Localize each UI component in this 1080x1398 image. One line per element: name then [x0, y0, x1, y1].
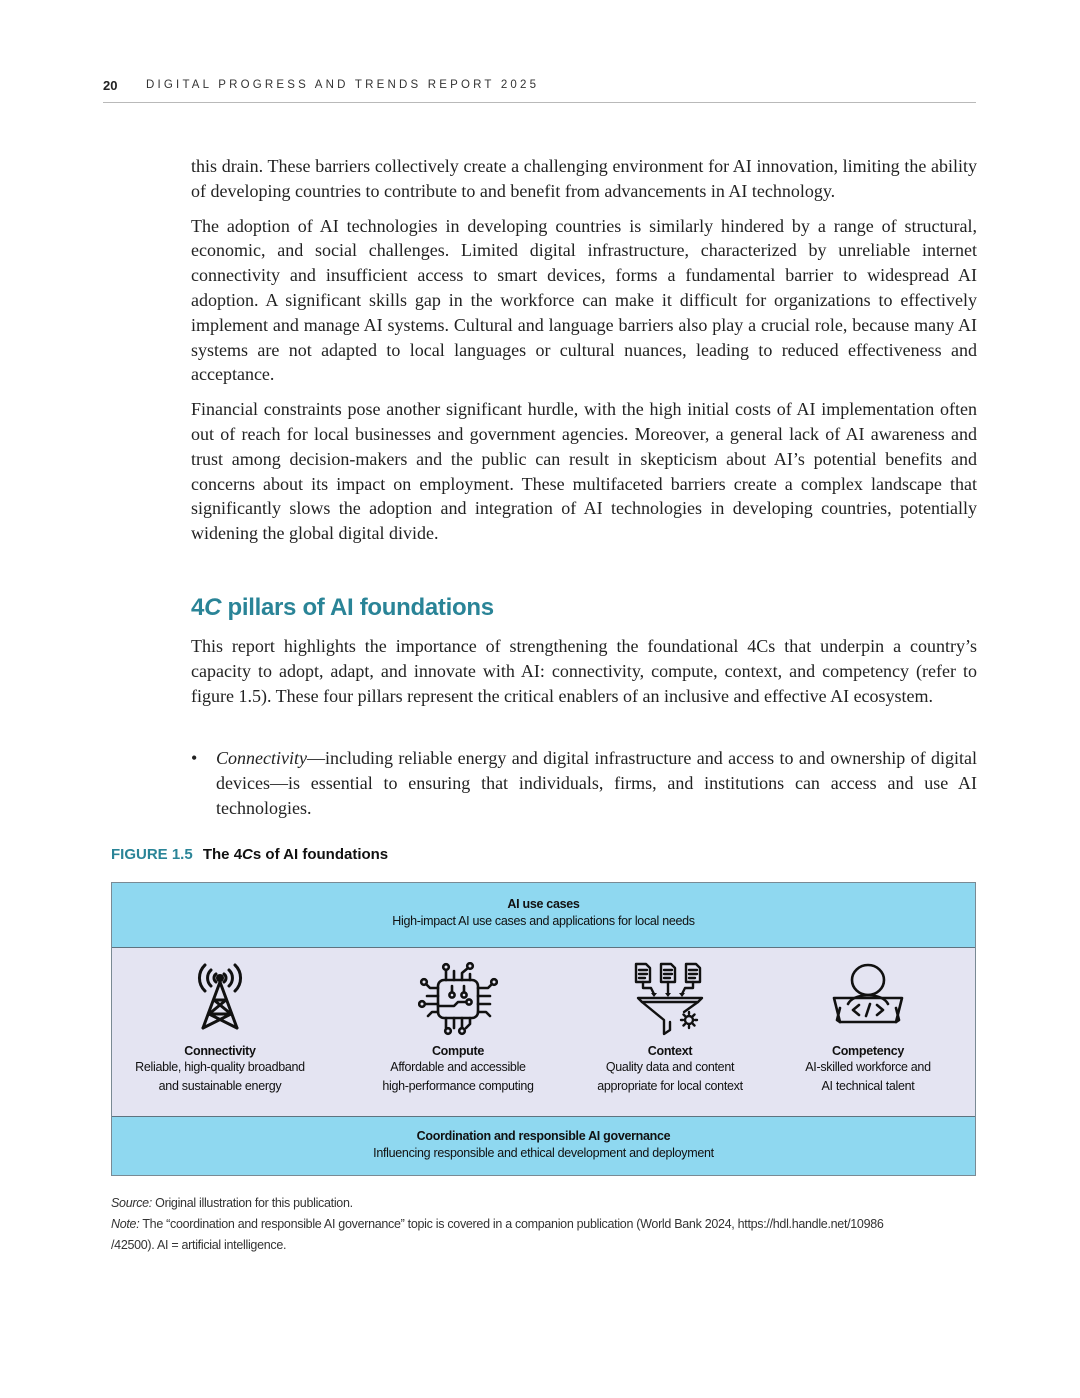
- pillar-title: Compute: [431, 1044, 485, 1058]
- figure-source-note: [111, 1193, 981, 1256]
- cell-tower-icon: [192, 962, 248, 1036]
- pillar-desc-line: and sustainable energy: [158, 1079, 282, 1093]
- pillar-desc-line: Reliable, high-quality broadband: [135, 1060, 305, 1074]
- source-label: Source:: [111, 1196, 152, 1210]
- section-heading: [191, 594, 494, 622]
- heading-part: pillars of AI foundations: [221, 594, 494, 621]
- band-title: AI use cases: [507, 897, 580, 911]
- page-header: [103, 78, 976, 103]
- figure-title-italic: C: [242, 846, 253, 863]
- pillar-title: Connectivity: [184, 1044, 256, 1058]
- figure-title-part: s of AI foundations: [252, 846, 389, 863]
- paragraph: The adoption of AI technologies in developing countries is similarly hindered by a range of structural, economic, and social challenges. Limited digital infrastructure, characterized by unreliable internet connectivity and insufficient access to smart devices, forms a fundamental barrier to widespread AI adoption. A significant skills gap in the workforce can make it difficult for organizations to effectively implement and manage AI systems. Cultural and language barriers also play a crucial role, because many AI systems are not adapted to local languages or cultural nuances, leading to reduced effectiveness and acceptance.: [191, 215, 977, 385]
- pillar-desc-line: high-performance computing: [382, 1079, 534, 1093]
- ai-use-cases-band: [112, 883, 975, 948]
- heading-italic-part: C: [204, 594, 222, 621]
- pillars-row: [112, 948, 975, 1118]
- pillar-desc-line: AI-skilled workforce and: [805, 1060, 931, 1074]
- figure-title-part: The 4: [202, 846, 243, 863]
- figure-label: FIGURE 1.5: [111, 846, 193, 863]
- band-subtitle: High-impact AI use cases and applications for local needs: [392, 914, 695, 928]
- page-number: 20: [103, 78, 118, 93]
- bullet-term: Connectivity: [216, 748, 307, 768]
- figure-caption: [111, 846, 388, 863]
- pillar-desc-line: AI technical talent: [821, 1079, 915, 1093]
- source-text: Original illustration for this publication.: [151, 1196, 353, 1210]
- bullet-marker: •: [191, 748, 198, 768]
- pillar-desc-line: Affordable and accessible: [390, 1060, 526, 1074]
- developer-icon: [832, 962, 904, 1036]
- pillar-desc-line: Quality data and content: [605, 1060, 735, 1074]
- note-text: The “coordination and responsible AI governance” topic is covered in a companion publication (World Bank 2024, https://hdl.handle.net/10986: [139, 1217, 884, 1231]
- body-text: [191, 154, 977, 556]
- band-title: Coordination and responsible AI governance: [416, 1129, 671, 1143]
- pillar-title: Context: [647, 1044, 693, 1058]
- note-line: [111, 1214, 981, 1235]
- figure-4cs: [111, 882, 976, 1176]
- heading-part: 4: [191, 594, 205, 621]
- running-title: DIGITAL PROGRESS AND TRENDS REPORT 2025: [146, 79, 540, 91]
- pillar-desc-line: appropriate for local context: [597, 1079, 743, 1093]
- note-label: Note:: [111, 1217, 140, 1231]
- section-intro: [191, 634, 977, 718]
- governance-band: [112, 1116, 975, 1175]
- paragraph: this drain. These barriers collectively create a challenging environment for AI innovation, limiting the ability of developing countries to contribute to and benefit from advancements in AI technology.: [191, 156, 977, 201]
- paragraph: Financial constraints pose another significant hurdle, with the high initial costs of AI implementation often out of reach for local businesses and government agencies. Moreover, a general lack of AI awareness and trust among decision-makers and the public can result in skepticism about AI’s potential benefits and concerns about its impact on employment. These multifaceted barriers create a complex landscape that significantly slows the adoption and integration of AI technologies in developing countries, potentially widening the global digital divide.: [191, 399, 977, 544]
- data-funnel-icon: [632, 962, 708, 1036]
- pillar-title: Competency: [831, 1044, 905, 1058]
- paragraph: This report highlights the importance of strengthening the foundational 4Cs that underpin a country’s capacity to adopt, adapt, and innovate with AI: connectivity, compute, context, and competency (refer to figure 1.5). These four pillars represent the critical enablers of an inclusive and effective AI ecosystem.: [191, 636, 977, 706]
- pillar-compute: [348, 948, 568, 1096]
- pillar-connectivity: [110, 948, 330, 1096]
- chip-icon: [418, 962, 498, 1036]
- note-line-continued: /42500). AI = artificial intelligence.: [111, 1238, 287, 1252]
- figure-title: [203, 846, 388, 863]
- source-line: [111, 1193, 981, 1214]
- band-subtitle: Influencing responsible and ethical development and deployment: [373, 1146, 714, 1160]
- pillar-context: [560, 948, 780, 1096]
- bullet-body: —including reliable energy and digital infrastructure and access to and ownership of digital devices—is essential to ensuring that individuals, firms, and institutions can access and use AI technologies.: [216, 748, 977, 818]
- pillar-competency: [758, 948, 978, 1096]
- bullet-text: [216, 746, 977, 820]
- bullet-item: [191, 746, 977, 820]
